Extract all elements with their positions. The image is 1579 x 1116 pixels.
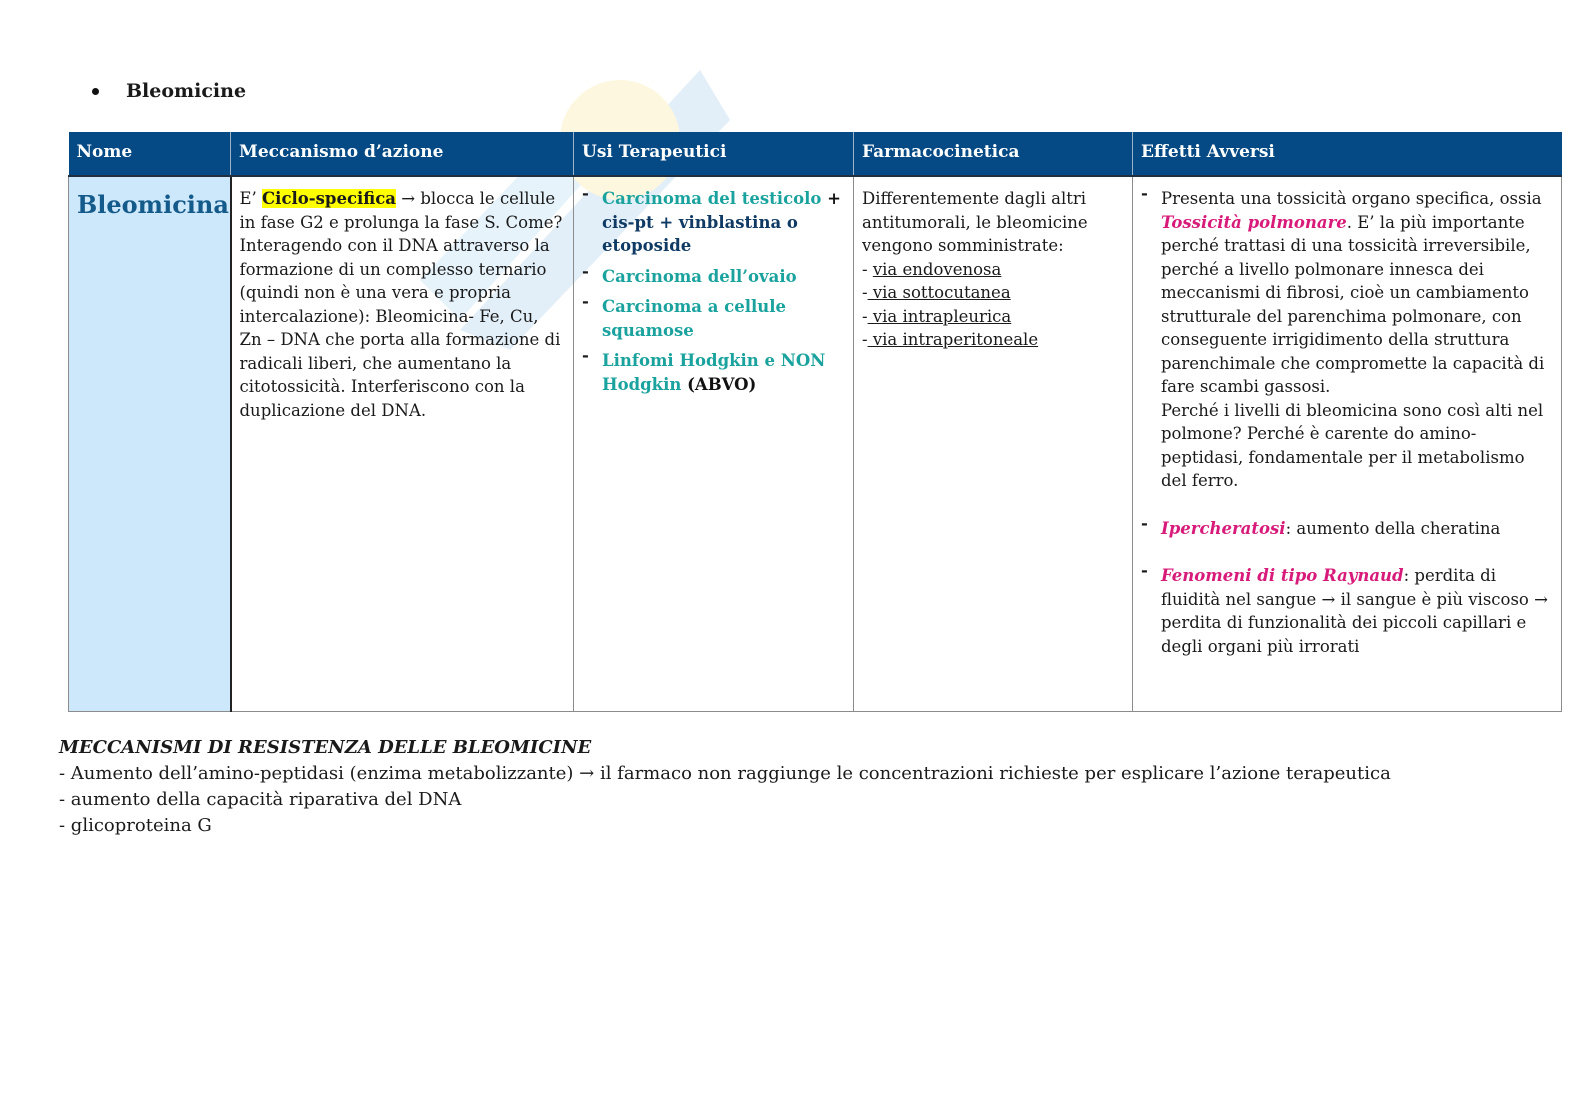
drug-table [68, 132, 1562, 712]
mechanism-prefix: E’ [239, 189, 263, 208]
mechanism-highlight: Ciclo-specifica [262, 189, 396, 208]
resistance-line: - glicoproteina G [59, 815, 212, 836]
heading-text: Bleomicine [126, 80, 247, 102]
use-plus: + [821, 189, 841, 208]
list-item: - Ipercheratosi: aumento della cheratina [1141, 517, 1553, 541]
raynaud: Fenomeni di tipo Raynaud [1161, 566, 1404, 585]
header-usi: Usi Terapeutici [574, 132, 854, 176]
resistance-section [59, 735, 1391, 839]
ipercheratosi: Ipercheratosi [1161, 518, 1286, 538]
resistance-line: - Aumento dell’amino-peptidasi (enzima metabolizzante) → il farmaco non raggiunge le concentrazioni richieste per esplicare l’azione terapeutica [59, 763, 1391, 784]
resistance-line: - aumento della capacità riparativa del DNA [59, 789, 462, 810]
tossicita-polmonare: Tossicità polmonare [1161, 212, 1347, 232]
uses-cell [574, 176, 854, 712]
list-item [582, 295, 845, 342]
list-item: - Fenomeni di tipo Raynaud: perdita di fluidità nel sangue → il sangue è più viscoso → perdita di funzionalità dei piccoli capillari e degli organi più irrorati [1141, 564, 1553, 658]
use-combo: cis-pt + vinblastina o etoposide [602, 212, 798, 255]
use-abvo: (ABVO) [681, 374, 757, 394]
header-effetti: Effetti Avversi [1133, 132, 1562, 176]
list-item [582, 187, 845, 258]
resistance-title: MECCANISMI DI RESISTENZA DELLE BLEOMICINE [59, 737, 592, 758]
list-item [582, 265, 845, 289]
name-cell [69, 176, 231, 712]
header-farmacocinetica: Farmacocinetica [854, 132, 1133, 176]
pk-route: - via sottocutanea [862, 283, 1011, 302]
list-item: - Presenta una tossicità organo specifica, ossia Tossicità polmonare. E’ la più importante perché trattasi di una tossicità irreversibile, perché a livello polmonare innesca dei meccanismi di fibrosi, cioè un cambiamento strutturale del parenchima polmonare, con conseguente irrigidimento della struttura parenchimale che compromette la capacità di fare scambi gassosi. Perché i livelli di bleomicina sono così alti nel polmone? Perché è carente do amino-peptidasi, fondamentale per il metabolismo del ferro. [1141, 187, 1553, 493]
adverse-cell [1133, 176, 1562, 712]
use-squamose: Carcinoma a cellule squamose [602, 297, 787, 340]
uses-list [582, 187, 845, 396]
header-meccanismo: Meccanismo d’azione [231, 132, 574, 176]
header-nome: Nome [69, 132, 231, 176]
pk-intro: Differentemente dagli altri antitumorali, le bleomicine vengono somministrate: [862, 189, 1088, 255]
bullet-icon [92, 88, 99, 95]
table-header-row [69, 132, 1562, 176]
adverse-list [1141, 187, 1553, 658]
table-row [69, 176, 1562, 712]
pk-route: - via intraperitoneale [862, 330, 1039, 349]
use-ovaio: Carcinoma dell’ovaio [602, 266, 797, 286]
use-linfomi: Linfomi Hodgkin e NON Hodgkin [602, 351, 826, 394]
mechanism-text: → blocca le cellule in fase G2 e prolunga la fase S. Come? Interagendo con il DNA attraverso la formazione di un complesso ternario (quindi non è una vera e propria intercalazione): Bleomicina- Fe, Cu, Zn – DNA che porta alla formazione di radicali liberi, che aumentano la citotossicità. Interferiscono con la duplicazione del DNA. [239, 189, 563, 420]
drug-name: Bleomicina [77, 190, 229, 219]
mechanism-cell [231, 176, 574, 712]
section-heading [92, 80, 246, 102]
pk-route: - via endovenosa [862, 259, 1002, 279]
list-item [582, 349, 845, 396]
pk-route: - via intrapleurica [862, 306, 1012, 326]
pharmacokinetics-cell [854, 176, 1133, 712]
use-testicolo: Carcinoma del testicolo [602, 189, 822, 208]
